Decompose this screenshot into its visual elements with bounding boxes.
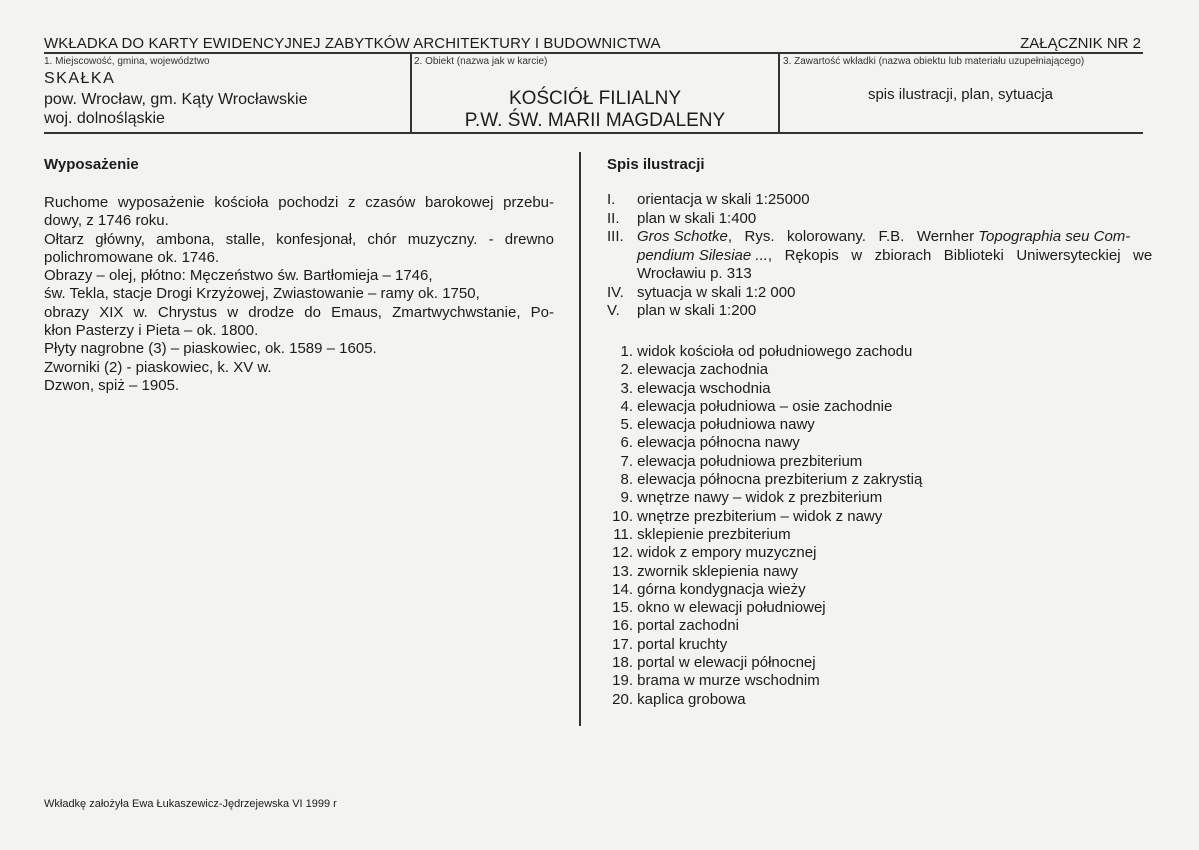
list-item-text: elewacja zachodnia bbox=[637, 361, 769, 379]
location-voivodeship: woj. dolnośląskie bbox=[44, 110, 165, 127]
list-item bbox=[607, 471, 922, 489]
list-item-text: widok z empory muzycznej bbox=[637, 544, 817, 562]
list-item-text: okno w elewacji południowej bbox=[637, 599, 826, 617]
roman-list bbox=[607, 191, 1153, 321]
list-item bbox=[607, 302, 1143, 321]
list-item-number: 15. bbox=[612, 599, 633, 617]
list-item-number: 3. bbox=[620, 379, 633, 397]
list-item-number: 19. bbox=[612, 672, 633, 690]
list-item-text: elewacja południowa nawy bbox=[637, 416, 815, 434]
text-run: , Rys. kolorowany. F.B. Wernher bbox=[727, 228, 979, 245]
list-item-number: 2. bbox=[620, 361, 633, 379]
location-field-label: 1. Miejscowość, gmina, województwo bbox=[44, 56, 210, 67]
list-item-text: sytuacja w skali 1:2 000 bbox=[637, 283, 796, 301]
list-item-text: wnętrze prezbiterium – widok z nawy bbox=[637, 507, 883, 525]
list-item bbox=[607, 380, 922, 398]
list-item-number: 6. bbox=[620, 434, 633, 452]
equipment-text bbox=[44, 194, 554, 395]
list-item-number: 9. bbox=[620, 489, 633, 507]
equipment-line: Dzwon, spiż – 1905. bbox=[44, 376, 180, 394]
list-item bbox=[607, 284, 1143, 303]
equipment-line: obrazy XIX w. Chrystus w drodze do Emaus, Zmartwychwstanie, Po- bbox=[44, 303, 554, 321]
object-field-label: 2. Obiekt (nazwa jak w karcie) bbox=[414, 56, 548, 67]
list-item-number: 11. bbox=[613, 525, 633, 543]
equipment-line: dowy, z 1746 roku. bbox=[44, 212, 169, 230]
list-item-number: 8. bbox=[620, 471, 633, 489]
list-item-number: 13. bbox=[612, 562, 633, 580]
list-item bbox=[607, 672, 922, 690]
equipment-line: Ołtarz główny, ambona, stalle, konfesjonał, chór muzyczny. - drewno bbox=[44, 230, 554, 248]
contents-value: spis ilustracji, plan, sytuacja bbox=[867, 86, 1054, 103]
equipment-line: Zworniki (2) - piaskowiec, k. XV w. bbox=[44, 358, 272, 376]
object-name-line2: P.W. ŚW. MARII MAGDALENY bbox=[464, 110, 726, 131]
list-item-number: I. bbox=[607, 191, 616, 208]
arabic-list bbox=[607, 343, 922, 709]
list-item-number: 16. bbox=[612, 617, 633, 635]
list-item-text-line bbox=[637, 246, 1153, 266]
list-item-text: elewacja północna nawy bbox=[637, 434, 800, 452]
list-item bbox=[607, 489, 922, 507]
object-name-line1: KOŚCIÓŁ FILIALNY bbox=[508, 88, 682, 109]
list-item bbox=[607, 210, 1143, 229]
location-name: SKAŁKA bbox=[44, 70, 116, 87]
list-item-text: sklepienie prezbiterium bbox=[637, 525, 791, 543]
list-item-text: elewacja północna prezbiterium z zakrystią bbox=[637, 471, 923, 489]
text-run: , Rękopis w zbiorach Biblioteki Uniwersyteckiej we bbox=[767, 246, 1153, 264]
list-item-text: górna kondygnacja wieży bbox=[637, 580, 806, 598]
list-item bbox=[607, 508, 922, 526]
list-item-text: portal kruchty bbox=[637, 635, 728, 653]
list-item-number: 20. bbox=[612, 690, 633, 708]
contents-field-label: 3. Zawartość wkładki (nazwa obiektu lub materiału uzupełniającego) bbox=[783, 56, 1085, 67]
list-item bbox=[607, 228, 1153, 284]
list-item-text: elewacja wschodnia bbox=[637, 379, 771, 397]
document-title: WKŁADKA DO KARTY EWIDENCYJNEJ ZABYTKÓW ARCHITEKTURY I BUDOWNICTWA bbox=[44, 35, 661, 52]
list-item-text: portal zachodni bbox=[637, 617, 739, 635]
list-item-text: zwornik sklepienia nawy bbox=[637, 562, 799, 580]
column-divider bbox=[579, 152, 581, 726]
list-item bbox=[607, 361, 922, 379]
list-item bbox=[607, 526, 922, 544]
list-item-text: widok kościoła od południowego zachodu bbox=[637, 343, 913, 360]
list-item bbox=[607, 654, 922, 672]
list-item-number: 10. bbox=[612, 507, 633, 525]
list-item-text-line bbox=[637, 228, 1143, 247]
italic-title: Topographia seu Com- bbox=[978, 228, 1131, 245]
list-item-number: 5. bbox=[620, 416, 633, 434]
list-item bbox=[607, 636, 922, 654]
header-top-rule bbox=[44, 52, 1143, 54]
list-item bbox=[607, 416, 922, 434]
footer-author: Wkładkę założyła Ewa Łukaszewicz-Jędrzejewska VI 1999 r bbox=[44, 798, 337, 810]
list-item-text: brama w murze wschodnim bbox=[637, 672, 820, 690]
annex-number: ZAŁĄCZNIK NR 2 bbox=[1020, 35, 1141, 52]
list-item bbox=[607, 343, 922, 361]
equipment-line: Ruchome wyposażenie kościoła pochodzi z czasów barokowej przebu- bbox=[44, 194, 554, 211]
list-item-number: 7. bbox=[620, 452, 633, 470]
illustrations-heading: Spis ilustracji bbox=[607, 156, 705, 173]
list-item-text: orientacja w skali 1:25000 bbox=[637, 191, 810, 208]
list-item-number: V. bbox=[607, 302, 620, 319]
list-item bbox=[607, 434, 922, 452]
list-item-number: 17. bbox=[612, 635, 633, 653]
list-item-number: 4. bbox=[620, 397, 633, 415]
list-item bbox=[607, 581, 922, 599]
header-bottom-rule bbox=[44, 132, 1143, 134]
list-item bbox=[607, 563, 922, 581]
list-item-number: 1. bbox=[620, 343, 633, 360]
list-item-text: elewacja południowa – osie zachodnie bbox=[637, 397, 893, 415]
list-item-text-line: Wrocławiu p. 313 bbox=[637, 265, 752, 282]
equipment-line: kłon Pasterzy i Pieta – ok. 1800. bbox=[44, 322, 259, 340]
list-item-number: IV. bbox=[607, 283, 624, 301]
location-district: pow. Wrocław, gm. Kąty Wrocławskie bbox=[44, 91, 308, 108]
equipment-line: polichromowane ok. 1746. bbox=[44, 248, 220, 266]
equipment-heading: Wyposażenie bbox=[44, 156, 139, 173]
list-item bbox=[607, 544, 922, 562]
italic-title: pendium Silesiae ... bbox=[637, 246, 768, 264]
list-item-number: 18. bbox=[612, 654, 633, 672]
list-item-number: 14. bbox=[612, 580, 633, 598]
list-item-text: kaplica grobowa bbox=[637, 690, 746, 708]
list-item bbox=[607, 191, 1143, 210]
list-item bbox=[607, 453, 922, 471]
list-item bbox=[607, 617, 922, 635]
list-item bbox=[607, 398, 922, 416]
equipment-line: św. Tekla, stacje Drogi Krzyżowej, Zwiastowanie – ramy ok. 1750, bbox=[44, 285, 480, 303]
italic-title: Gros Schotke bbox=[637, 228, 728, 245]
list-item-number: II. bbox=[607, 209, 620, 227]
list-item-text: wnętrze nawy – widok z prezbiterium bbox=[637, 489, 883, 507]
list-item-number: III. bbox=[607, 228, 624, 245]
list-item bbox=[607, 599, 922, 617]
list-item-text: portal w elewacji północnej bbox=[637, 654, 816, 672]
list-item-text: elewacja południowa prezbiterium bbox=[637, 452, 863, 470]
equipment-line: Obrazy – olej, płótno: Męczeństwo św. Bartłomieja – 1746, bbox=[44, 267, 433, 285]
list-item-text: plan w skali 1:400 bbox=[637, 209, 757, 227]
equipment-line: Płyty nagrobne (3) – piaskowiec, ok. 1589 – 1605. bbox=[44, 340, 377, 358]
list-item-text: plan w skali 1:200 bbox=[637, 302, 757, 319]
list-item-number: 12. bbox=[612, 544, 633, 562]
list-item bbox=[607, 691, 922, 709]
